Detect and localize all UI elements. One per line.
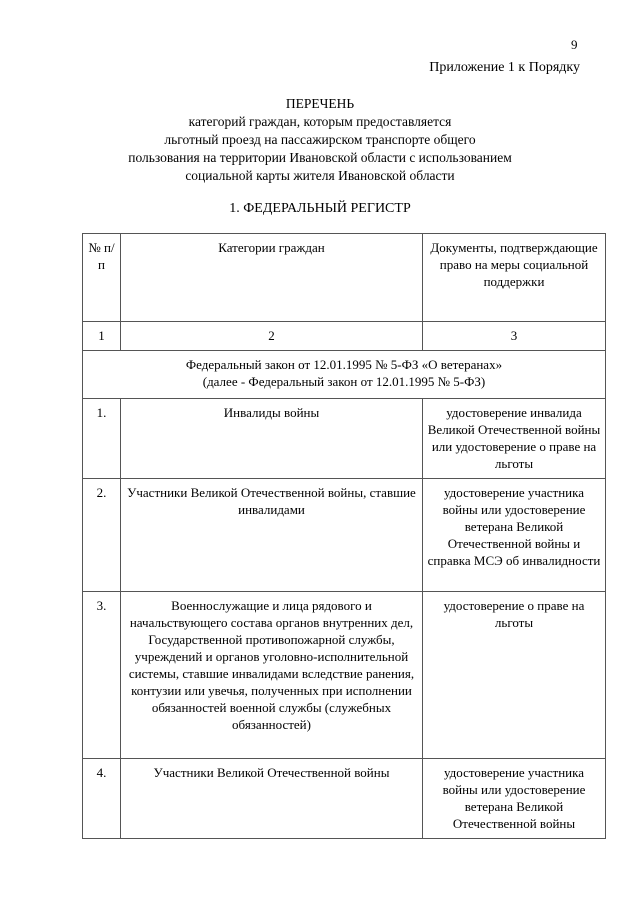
row-category: Инвалиды войны <box>121 399 423 479</box>
row-documents: удостоверение о праве на льготы <box>423 592 606 759</box>
row-num: 2. <box>83 479 121 592</box>
table-header-row <box>83 234 606 322</box>
header-num: № п/п <box>83 234 121 322</box>
law-cell <box>83 351 606 399</box>
categories-table <box>82 233 606 839</box>
row-documents: удостоверение инвалида Великой Отечественной войны или удостоверение о праве на льготы <box>423 399 606 479</box>
title-line: категорий граждан, которым предоставляется <box>188 114 452 129</box>
column-number: 1 <box>83 322 121 351</box>
table-row <box>83 479 606 592</box>
row-documents: удостоверение участника войны или удостоверение ветерана Великой Отечественной войны и справка МСЭ об инвалидности <box>423 479 606 592</box>
table-row <box>83 759 606 839</box>
row-category: Участники Великой Отечественной войны, ставшие инвалидами <box>121 479 423 592</box>
law-line: (далее - Федеральный закон от 12.01.1995 № 5-ФЗ) <box>202 374 486 389</box>
row-num: 3. <box>83 592 121 759</box>
page-number: 9 <box>571 37 578 52</box>
row-category: Военнослужащие и лица рядового и начальствующего состава органов внутренних дел, Государственной противопожарной службы, учреждений и органов уголовно-исполнительной системы, ставшие инвалидами вследствие ранения, контузии или увечья, полученных при исполнении обязанностей военной службы (служебных обязанностей) <box>121 592 423 759</box>
law-row <box>83 351 606 399</box>
row-documents: удостоверение участника войны или удостоверение ветерана Великой Отечественной войны <box>423 759 606 839</box>
row-num: 4. <box>83 759 121 839</box>
table-row <box>83 592 606 759</box>
table-row <box>83 399 606 479</box>
column-number: 2 <box>121 322 423 351</box>
title-heading: ПЕРЕЧЕНЬ <box>285 96 355 111</box>
section-title: 1. ФЕДЕРАЛЬНЫЙ РЕГИСТР <box>229 201 411 216</box>
title-line: социальной карты жителя Ивановской области <box>185 168 455 183</box>
law-line: Федеральный закон от 12.01.1995 № 5-ФЗ «О ветеранах» <box>185 357 503 372</box>
appendix-label: Приложение 1 к Порядку <box>429 60 580 75</box>
title-line: льготный проезд на пассажирском транспорте общего <box>164 132 476 147</box>
header-category: Категории граждан <box>121 234 423 322</box>
header-documents: Документы, подтверждающие право на меры социальной поддержки <box>423 234 606 322</box>
row-category: Участники Великой Отечественной войны <box>121 759 423 839</box>
column-number: 3 <box>423 322 606 351</box>
title-line: пользования на территории Ивановской области с использованием <box>128 150 512 165</box>
document-title <box>0 95 640 185</box>
column-numbers-row <box>83 322 606 351</box>
row-num: 1. <box>83 399 121 479</box>
